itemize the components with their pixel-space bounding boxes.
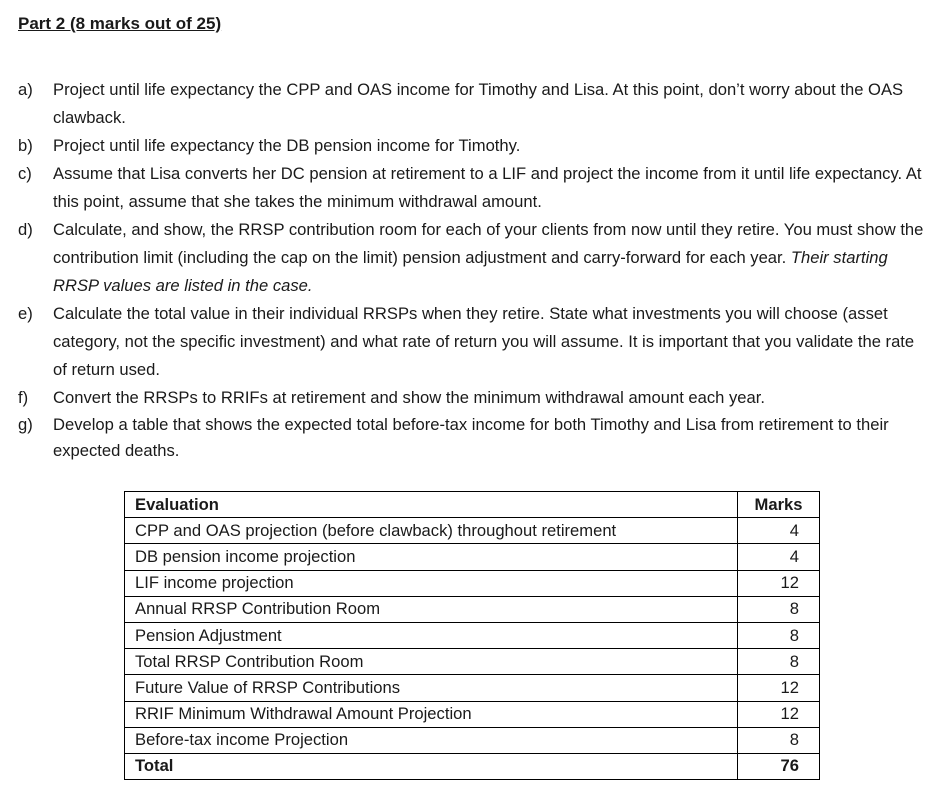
row-marks: 12: [738, 701, 820, 727]
table-row: [125, 675, 820, 701]
row-label: Pension Adjustment: [125, 622, 738, 648]
row-label: Annual RRSP Contribution Room: [125, 596, 738, 622]
list-item-letter: g): [18, 415, 33, 434]
list-item: [18, 216, 924, 300]
table-header-row: [125, 492, 820, 518]
row-label: DB pension income projection: [125, 544, 738, 570]
list-item-letter: c): [18, 164, 32, 183]
table-row: [125, 701, 820, 727]
row-marks: 8: [738, 596, 820, 622]
list-item: [18, 132, 924, 160]
row-label: LIF income projection: [125, 570, 738, 596]
marks-header: Marks: [738, 492, 820, 518]
table-row: [125, 622, 820, 648]
list-item: [18, 384, 924, 412]
list-item-text: Project until life expectancy the CPP and OAS income for Timothy and Lisa. At this point, don’t worry about the OAS clawback.: [53, 80, 904, 127]
list-item-text-main: Calculate, and show, the RRSP contribution room for each of your clients from now until they retire. You must show the contribution limit (including the cap on the limit) pension adjustment and carry-forward for each year.: [53, 220, 924, 267]
list-item-text: [53, 216, 924, 300]
evaluation-table: [124, 491, 820, 780]
list-item-letter: d): [18, 220, 33, 239]
row-marks: 12: [738, 675, 820, 701]
list-item-text: Develop a table that shows the expected total before-tax income for both Timothy and Lisa from retirement to their expected deaths.: [53, 415, 889, 460]
list-item: [18, 76, 924, 132]
table-row: [125, 544, 820, 570]
list-item-text: Project until life expectancy the DB pension income for Timothy.: [53, 136, 521, 155]
list-item-text: Convert the RRSPs to RRIFs at retirement and show the minimum withdrawal amount each year.: [53, 388, 765, 407]
list-item-letter: e): [18, 304, 33, 323]
list-item: [18, 300, 924, 384]
row-label: RRIF Minimum Withdrawal Amount Projection: [125, 701, 738, 727]
table-row: [125, 596, 820, 622]
part-heading: Part 2 (8 marks out of 25): [18, 14, 222, 33]
list-item: [18, 160, 924, 216]
list-item-letter: f): [18, 388, 29, 407]
list-item-text: Assume that Lisa converts her DC pension at retirement to a LIF and project the income from it until life expectancy. At this point, assume that she takes the minimum withdrawal amount.: [53, 164, 922, 211]
table-row: [125, 727, 820, 753]
list-item-text: Calculate the total value in their individual RRSPs when they retire. State what investments you will choose (asset category, not the specific investment) and what rate of return you will assume. It is important that you validate the rate of return used.: [53, 304, 915, 379]
row-label: Future Value of RRSP Contributions: [125, 675, 738, 701]
list-item: [18, 412, 924, 464]
row-label: Total RRSP Contribution Room: [125, 649, 738, 675]
row-marks: 4: [738, 544, 820, 570]
total-label: Total: [125, 753, 738, 779]
table-row: [125, 649, 820, 675]
row-label: Before-tax income Projection: [125, 727, 738, 753]
row-label: CPP and OAS projection (before clawback) throughout retirement: [125, 518, 738, 544]
evaluation-header: Evaluation: [125, 492, 738, 518]
total-marks: 76: [738, 753, 820, 779]
table-row: [125, 570, 820, 596]
list-item-emphasis: Their starting RRSP values are listed in the case.: [53, 248, 888, 295]
row-marks: 8: [738, 649, 820, 675]
instruction-list: [18, 76, 924, 464]
row-marks: 8: [738, 622, 820, 648]
row-marks: 12: [738, 570, 820, 596]
total-row: [125, 753, 820, 779]
row-marks: 8: [738, 727, 820, 753]
table-row: [125, 518, 820, 544]
list-item-letter: b): [18, 136, 33, 155]
list-item-letter: a): [18, 80, 33, 99]
row-marks: 4: [738, 518, 820, 544]
